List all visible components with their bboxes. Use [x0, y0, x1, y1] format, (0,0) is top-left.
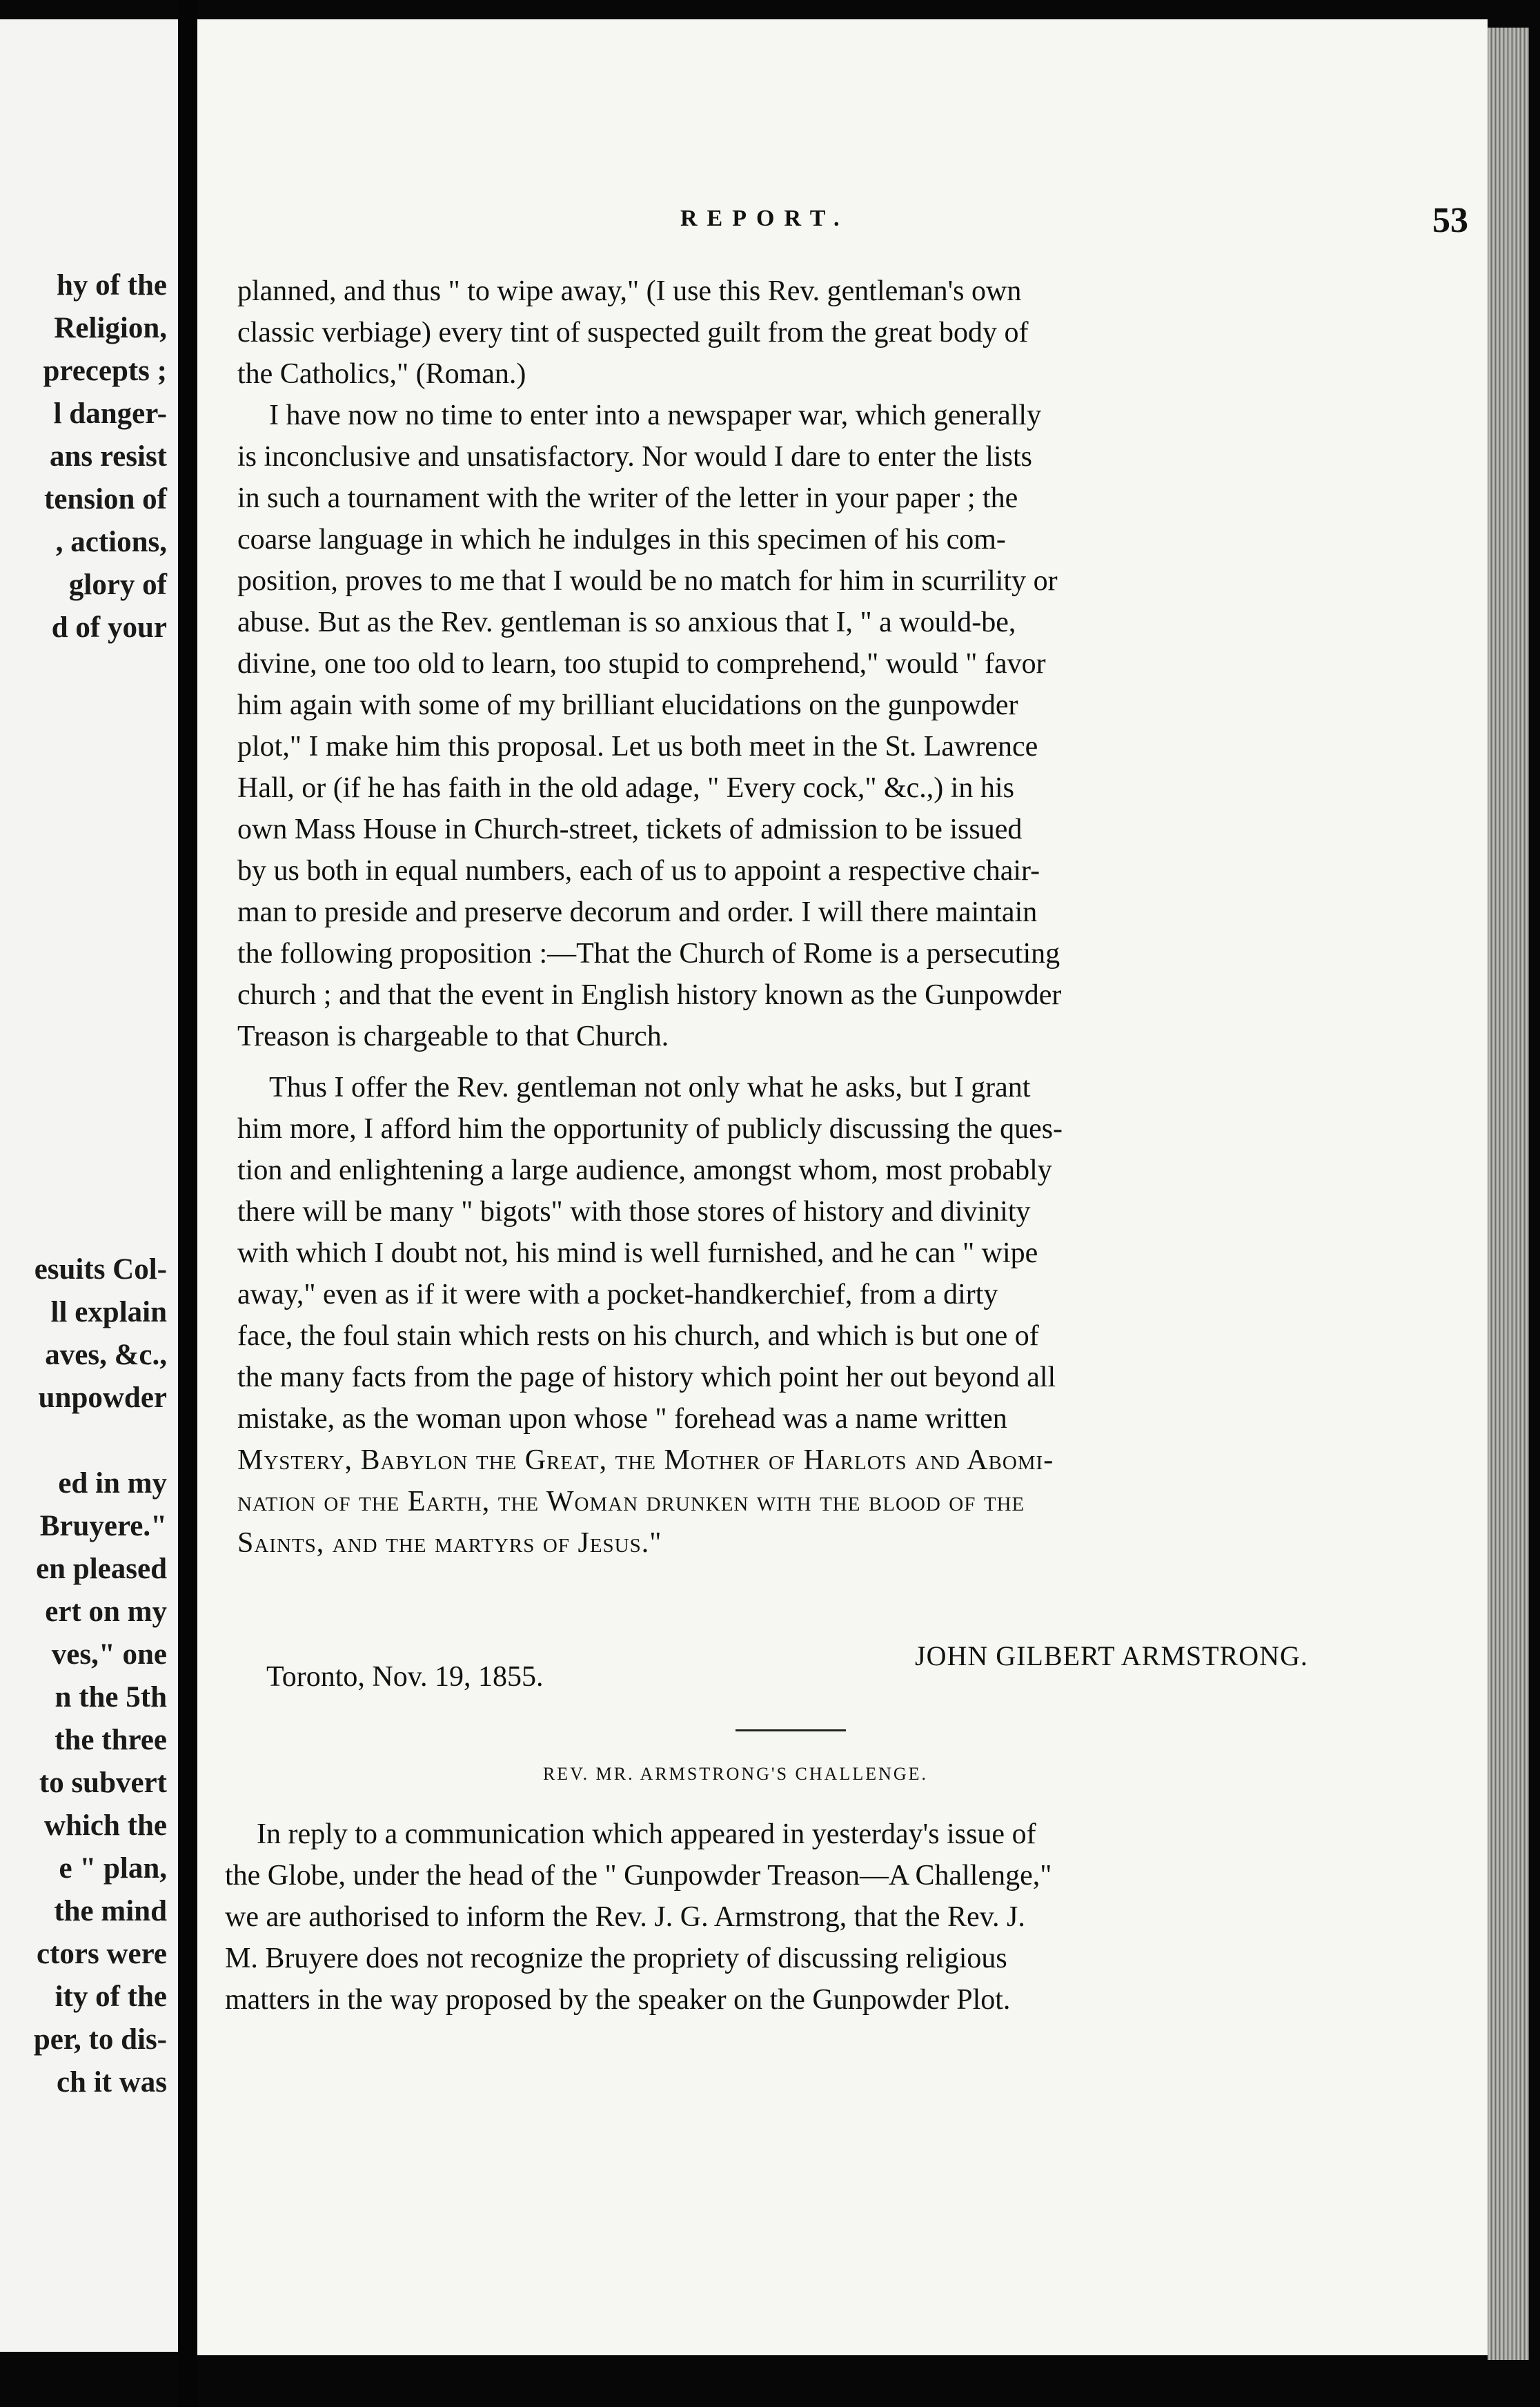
small-caps-line: Saints, and the martyrs of Jesus."	[237, 1527, 662, 1559]
left-page-line: n the 5th	[55, 1681, 167, 1713]
left-page-line: ity of the	[55, 1981, 167, 2013]
paragraph-1	[237, 271, 1327, 395]
left-page-line: aves, &c.,	[45, 1339, 167, 1371]
text-line: own Mass House in Church-street, tickets of admission to be issued	[237, 814, 1023, 845]
left-page-line	[0, 863, 167, 906]
left-page-line	[0, 1206, 167, 1248]
left-page-line: ans resist	[49, 440, 167, 473]
text-line: In reply to a communication which appeared in yesterday's issue of	[257, 1818, 1036, 1850]
left-page-line	[0, 1034, 167, 1077]
text-line: tion and enlightening a large audience, amongst whom, most probably	[237, 1155, 1052, 1186]
text-line: planned, and thus " to wipe away," (I use this Rev. gentleman's own	[237, 275, 1022, 307]
signature: JOHN GILBERT ARMSTRONG.	[915, 1640, 1308, 1671]
text-line: M. Bruyere does not recognize the propriety of discussing religious	[225, 1943, 1007, 1974]
text-line: away," even as if it were with a pocket-handkerchief, from a dirty	[237, 1279, 998, 1310]
text-line: position, proves to me that I would be no match for him in scurrility or	[237, 565, 1058, 597]
left-page-line: unpowder	[38, 1382, 167, 1414]
left-page-line: per, to dis-	[33, 2023, 167, 2056]
left-page-line	[0, 1163, 167, 1206]
text-line: in such a tournament with the writer of the letter in your paper ; the	[237, 482, 1018, 514]
left-page-line: hy of the	[56, 269, 167, 302]
left-page-line	[0, 1077, 167, 1120]
text-line: Hall, or (if he has faith in the old adage, " Every cock," &c.,) in his	[237, 772, 1014, 804]
left-page-line: l danger-	[53, 397, 167, 430]
text-line: there will be many " bigots" with those stores of history and divinity	[237, 1196, 1031, 1228]
text-line: I have now no time to enter into a newspaper war, which generally	[269, 400, 1042, 431]
left-page-line: ert on my	[45, 1595, 167, 1628]
text-line: face, the foul stain which rests on his church, and which is but one of	[237, 1320, 1039, 1352]
left-page-line: glory of	[68, 569, 167, 601]
page-edge	[1488, 28, 1529, 2360]
left-page-line: , actions,	[55, 526, 167, 558]
left-page-line	[0, 992, 167, 1034]
small-caps-line: nation of the Earth, the Woman drunken with the blood of the	[237, 1486, 1025, 1517]
right-page	[197, 19, 1488, 2355]
left-page-line: which the	[44, 1809, 167, 1842]
left-page-line: ch it was	[56, 2066, 167, 2099]
text-line: matters in the way proposed by the speaker on the Gunpowder Plot.	[225, 1984, 1011, 2016]
running-head	[197, 201, 1488, 247]
left-page-line	[0, 821, 167, 863]
left-page-line: en pleased	[36, 1553, 167, 1585]
text-line: coarse language in which he indulges in this specimen of his com-	[237, 524, 1006, 556]
left-page-line	[0, 649, 167, 692]
paragraph-3	[237, 1067, 1327, 1564]
paragraph-2	[237, 395, 1327, 1057]
text-line: the following proposition :—That the Church of Rome is a persecuting	[237, 938, 1060, 970]
text-line: church ; and that the event in English history known as the Gunpowder	[237, 979, 1062, 1011]
letter-body	[237, 271, 1327, 1564]
dateline: Toronto, Nov. 19, 1855.	[266, 1661, 544, 1693]
text-line: plot," I make him this proposal. Let us both meet in the St. Lawrence	[237, 731, 1038, 763]
left-page-line	[0, 778, 167, 821]
running-title: REPORT.	[680, 206, 849, 231]
small-caps-line: Mystery, Babylon the Great, the Mother of Harlots and Abomi-	[237, 1444, 1054, 1476]
text-line: Thus I offer the Rev. gentleman not only what he asks, but I grant	[269, 1072, 1031, 1103]
left-page-line: esuits Col-	[34, 1253, 167, 1286]
text-line: Treason is chargeable to that Church.	[237, 1021, 669, 1052]
text-line: with which I doubt not, his mind is well furnished, and he can " wipe	[237, 1237, 1038, 1269]
page-number: 53	[1432, 201, 1468, 240]
left-page-line	[0, 906, 167, 949]
text-line: is inconclusive and unsatisfactory. Nor would I dare to enter the lists	[237, 441, 1032, 473]
left-page-text	[0, 264, 167, 2104]
text-line: mistake, as the woman upon whose " forehead was a name written	[237, 1403, 1007, 1435]
left-page-line: ed in my	[58, 1467, 167, 1500]
left-page-line: ll explain	[50, 1296, 167, 1328]
text-line: the many facts from the page of history which point her out beyond all	[237, 1362, 1056, 1393]
text-line: the Globe, under the head of the " Gunpowder Treason—A Challenge,"	[225, 1860, 1052, 1892]
text-line: by us both in equal numbers, each of us to appoint a respective chair-	[237, 855, 1040, 887]
left-page-line	[0, 692, 167, 735]
left-page-line: the mind	[54, 1895, 167, 1927]
left-page-line	[0, 735, 167, 778]
left-page-line: to subvert	[39, 1767, 167, 1799]
left-page-line	[0, 949, 167, 992]
paragraph-gap	[237, 1057, 1327, 1067]
left-page-line: ctors were	[36, 1938, 167, 1970]
left-page-line: Bruyere."	[39, 1510, 167, 1542]
left-page-line	[0, 1120, 167, 1163]
reply-paragraph	[225, 1814, 1322, 2021]
text-line: man to preside and preserve decorum and order. I will there maintain	[237, 896, 1038, 928]
left-page-line: e " plan,	[59, 1852, 167, 1885]
book-gutter	[178, 0, 197, 2407]
left-page-line	[0, 1419, 167, 1462]
text-line: the Catholics," (Roman.)	[237, 358, 526, 390]
text-line: classic verbiage) every tint of suspected guilt from the great body of	[237, 317, 1029, 348]
section-heading: REV. MR. ARMSTRONG'S CHALLENGE.	[542, 1764, 929, 1784]
section-rule	[736, 1729, 846, 1731]
left-page-line: the three	[55, 1724, 167, 1756]
text-line: him again with some of my brilliant elucidations on the gunpowder	[237, 689, 1018, 721]
left-page-line: Religion,	[54, 312, 167, 344]
left-page-line: tension of	[44, 483, 167, 515]
left-page	[0, 19, 178, 2352]
text-line: divine, one too old to learn, too stupid to comprehend," would " favor	[237, 648, 1046, 680]
text-line: we are authorised to inform the Rev. J. G. Armstrong, that the Rev. J.	[225, 1901, 1025, 1933]
left-page-line: precepts ;	[43, 355, 167, 387]
left-page-line: ves," one	[51, 1638, 167, 1671]
text-line: him more, I afford him the opportunity of publicly discussing the ques-	[237, 1113, 1063, 1145]
left-page-line: d of your	[51, 611, 167, 644]
text-line: abuse. But as the Rev. gentleman is so anxious that I, " a would-be,	[237, 607, 1016, 638]
